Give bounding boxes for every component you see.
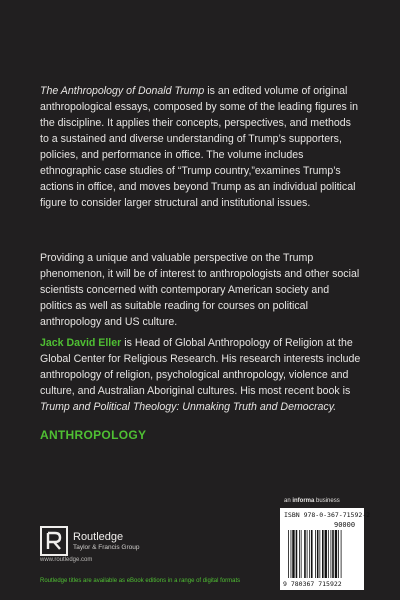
informa-credit	[284, 498, 340, 504]
ebook-note: Routledge titles are available as eBook editions in a range of digital formats	[40, 578, 241, 584]
price-code: 90000	[334, 521, 356, 529]
informa-suffix: business	[314, 498, 340, 504]
publisher-logo	[40, 526, 139, 556]
recent-book-title: Trump and Political Theology: Unmaking Truth and Democracy.	[40, 401, 337, 413]
ean-number: 9 780367 715922	[283, 580, 342, 588]
isbn-barcode	[280, 508, 371, 590]
publisher-url: www.routledge.com	[40, 557, 93, 563]
isbn-label: ISBN 978-0-367-71592-2	[284, 511, 371, 519]
blurb-paragraph-1	[40, 83, 362, 211]
blurb-paragraph-2: Providing a unique and valuable perspective on the Trump phenomenon, it will be of interest to anthropologists and other social scientists concerned with contemporary American society and politics as well as suitable reading for courses on political anthropology and US culture.	[40, 252, 360, 328]
author-bio	[40, 335, 362, 415]
author-name: Jack David Eller	[40, 337, 122, 349]
book-title: The Anthropology of Donald Trump	[40, 85, 205, 97]
author-bio-text: is Head of Global Anthropology of Religion at the Global Center for Religious Research. His research interests include anthropology of religion, psychological anthropology, violence and culture, and Australian Aboriginal cultures. His most recent book is	[40, 337, 361, 397]
routledge-logo-icon	[40, 526, 68, 556]
barcode-bars	[288, 530, 358, 578]
subject-category: ANTHROPOLOGY	[40, 428, 147, 442]
publisher-name: Routledge	[73, 530, 124, 543]
blurb-paragraph-1-text: is an edited volume of original anthropological essays, composed by some of the leading figures in the discipline. It applies their concepts, perspectives, and methods to a sustained and diverse understanding of Trump’s supporters, policies, and performance in office. The volume includes ethnographic case studies of “Trump country,”examines Trump’s actions in office, and moves beyond Trump as an individual political figure to consider larger structural and institutional issues.	[40, 85, 358, 209]
publisher-group: Taylor & Francis Group	[73, 543, 140, 551]
informa-name: informa	[292, 498, 315, 504]
informa-prefix: an	[284, 498, 293, 504]
